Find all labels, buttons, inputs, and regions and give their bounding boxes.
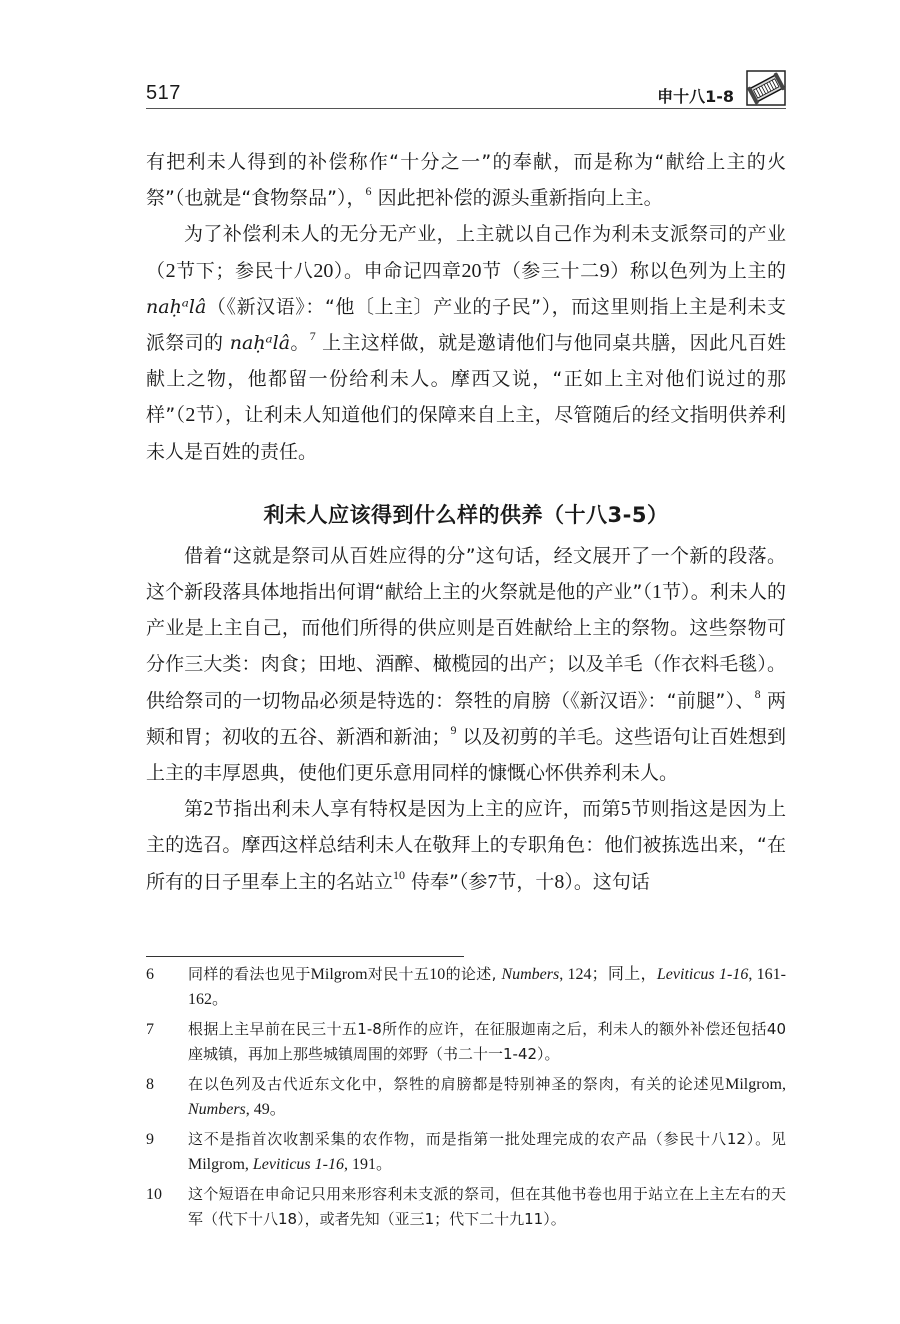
footnote-text: 根据上主早前在民三十五1-8所作的应许，在征服迦南之后，利未人的额外补偿还包括40座城镇，再加上那些城镇周围的郊野（书二十一1-42）。 (188, 1020, 786, 1063)
footnote-number: 10 (146, 1186, 162, 1203)
footnote-ref-10[interactable]: 10 (393, 867, 406, 882)
footnote-ref-8[interactable]: 8 (754, 686, 761, 701)
footnote-number: 7 (146, 1021, 154, 1038)
footnote-8: 8 在以色列及古代近东文化中，祭牲的肩膀都是特别神圣的祭肉，有关的论述见Milgrom, Numbers, 49。 (146, 1072, 786, 1122)
paragraph-2: 为了补偿利未人的无分无产业，上主就以自己作为利未支派祭司的产业（2节下；参民十八20）。申命记四章20节（参三十二9）称以色列为上主的 naḥᵃlâ（《新汉语》：“他〔上主〕产业的子民”），而这里则指上主是利未支派祭司的 naḥᵃlâ。$^7$ 上主这样做，就是邀请他们与他同桌共膳，因此凡百姓献上之物，他都留一份给利未人。摩西又说，“正如上主对他们说过的那样”（2节），让利未人知道他们的保障来自上主，尽管随后的经文指明供养利未人是百姓的责任。 (146, 223, 786, 463)
footnote-rule (146, 956, 464, 957)
footnote-text: 这个短语在申命记只用来形容利未支派的祭司，但在其他书卷也用于站立在上主左右的天军（代下十八18），或者先知（亚三1；代下二十九11）。 (188, 1185, 786, 1228)
paragraph-4: 第2节指出利未人享有特权是因为上主的应许，而第5节则指这是因为上主的选召。摩西这样总结利未人在敬拜上的专职角色：他们被拣选出来，“在所有的日子里奉上主的名站立$^{10}$ 侍奉”（参7节，十8）。这句话 (146, 798, 786, 893)
footnote-ref-9[interactable]: 9 (450, 722, 457, 737)
page-header (146, 70, 786, 110)
hebrew-transliteration: naḥᵃlâ (229, 332, 291, 355)
book-scroll-icon (746, 70, 786, 106)
footnote-ref-6[interactable]: 6 (365, 184, 372, 199)
footnote-7 (146, 1017, 786, 1067)
main-text (146, 144, 786, 900)
footnote-9: 9 这不是指首次收割采集的农作物，而是指第一批处理完成的农产品（参民十八12）。见Milgrom, Leviticus 1-16, 191。 (146, 1127, 786, 1177)
footnote-6: 6 同样的看法也见于Milgrom对民十五10的论述, Numbers, 124；同上，Leviticus 1-16, 161-162。 (146, 962, 786, 1012)
paragraph-3: 借着“这就是祭司从百姓应得的分”这句话，经文展开了一个新的段落。这个新段落具体地指出何谓“献给上主的火祭就是他的产业”（1节）。利未人的产业是上主自己，而他们所得的供应则是百姓献给上主的祭物。这些祭物可分作三大类：肉食；田地、酒醡、橄榄园的出产；以及羊毛（作衣料毛毯）。供给祭司的一切物品必须是特选的：祭牲的肩膀（《新汉语》：“前腿”）、$^8$ 两颊和胃；初收的五谷、新酒和新油；$^9$ 以及初剪的羊毛。这些语句让百姓想到上主的丰厚恩典，使他们更乐意用同样的慷慨心怀供养利未人。 (146, 544, 786, 785)
footnote-ref-7[interactable]: 7 (309, 329, 316, 344)
footnote-number: 6 (146, 966, 154, 983)
footnote-10 (146, 1182, 786, 1232)
footnote-number: 8 (146, 1076, 154, 1093)
hebrew-transliteration: naḥᵃlâ (146, 295, 207, 318)
page-number: 517 (146, 82, 181, 104)
footnotes (146, 962, 786, 1237)
header-rule (146, 108, 786, 109)
paragraph-1: 有把利未人得到的补偿称作“十分之一”的奉献，而是称为“献给上主的火祭”（也就是“食物祭品”），$^6$ 因此把补偿的源头重新指向上主。 (146, 151, 786, 210)
footnote-number: 9 (146, 1131, 154, 1148)
running-head: 申十八1-8 (657, 87, 734, 106)
section-heading: 利未人应该得到什么样的供养（十八3-5） (263, 502, 669, 527)
